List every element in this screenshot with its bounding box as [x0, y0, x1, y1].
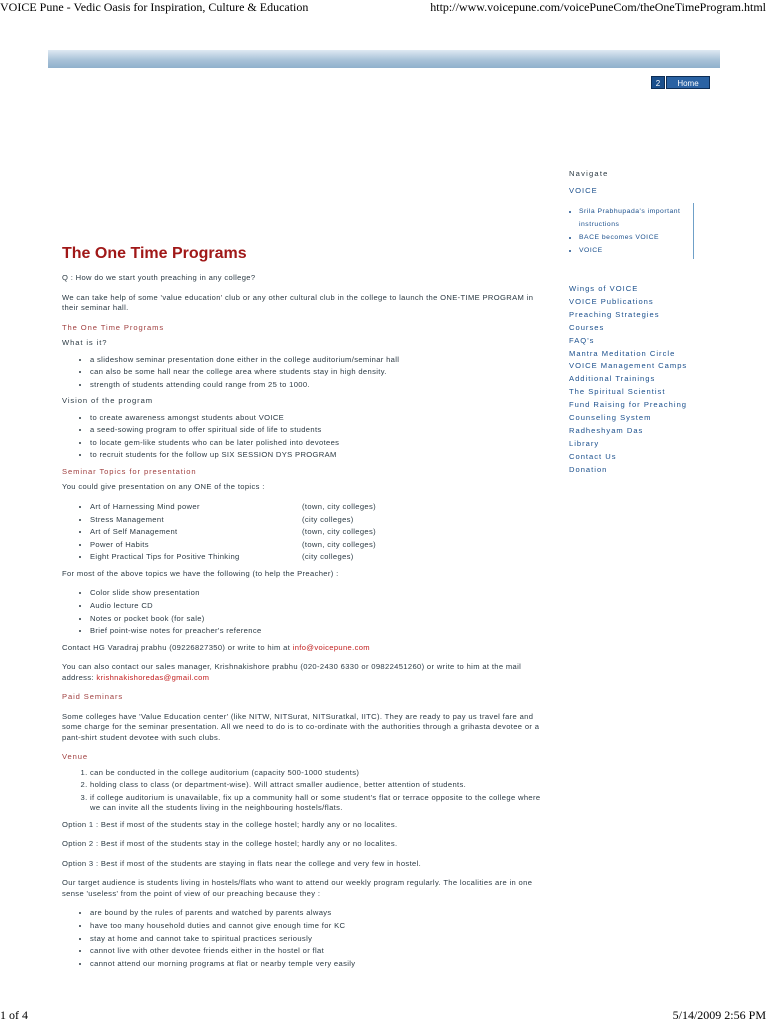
- subheading-vision: Vision of the program: [62, 396, 153, 406]
- sidebar-item-additional-trainings[interactable]: Additional Trainings: [569, 374, 656, 384]
- topic-tag: (city colleges): [302, 514, 354, 524]
- topic-item: [90, 515, 552, 526]
- email-link-krishnakishore[interactable]: krishnakishoredas@gmail.com: [96, 672, 210, 682]
- page-number-button[interactable]: 2: [651, 76, 665, 89]
- topic-item: [90, 552, 552, 563]
- option-text: Option 2 : Best if most of the students stay in the college hostel; hardly any or no localites.: [62, 839, 398, 849]
- list-item: • a slideshow seminar presentation done either in the college auditorium/seminar hall: [90, 355, 552, 366]
- list-item: • a seed-sowing program to offer spiritual side of life to students: [90, 425, 552, 436]
- main-content: [62, 244, 552, 975]
- sidebar-submenu: [569, 203, 694, 259]
- list-item: • Notes or pocket book (for sale): [90, 614, 552, 625]
- submenu-item-prabhupada-instructions[interactable]: • Srila Prabhupada's important instructions: [579, 205, 681, 231]
- page-title: The One Time Programs: [62, 245, 247, 262]
- print-footer: [0, 1006, 768, 1024]
- target-list: [62, 908, 552, 969]
- sidebar-item-wings-of-voice[interactable]: Wings of VOICE: [569, 284, 639, 293]
- venue-options: [62, 820, 552, 870]
- topic-name: Art of Harnessing Mind power: [90, 501, 200, 511]
- option-text: Option 1 : Best if most of the students stay in the college hostel; hardly any or no localites.: [62, 819, 398, 829]
- contact-krishnakishore: [62, 662, 552, 683]
- help-list: [62, 588, 552, 636]
- sidebar-item-management-camps[interactable]: VOICE Management Camps: [569, 361, 688, 371]
- section-heading-seminar-topics: Seminar Topics for presentation: [62, 466, 197, 476]
- list-item: • can also be some hall near the college area where students stay in high density.: [90, 367, 552, 378]
- sidebar-item-radheshyam-das[interactable]: Radheshyam Das: [569, 425, 644, 435]
- list-item: • Audio lecture CD: [90, 601, 552, 612]
- topic-name: Eight Practical Tips for Positive Thinking: [90, 552, 240, 562]
- what-list: [62, 355, 552, 391]
- sidebar-title: Navigate: [569, 169, 609, 178]
- contact-text: Contact HG Varadraj prabhu (09226827350) or write to him at: [62, 642, 293, 652]
- top-navigation: [651, 76, 710, 89]
- submenu-item-bace-becomes-voice[interactable]: • BACE becomes VOICE: [579, 231, 681, 244]
- contact-text: You can also contact our sales manager, Krishnakishore prabhu (020-2430 6330 or 09822451260) or write to him at the mail address:: [62, 662, 522, 682]
- vision-list: [62, 413, 552, 461]
- option-text: Option 3 : Best if most of the students are staying in flats near the college and very few in hostel.: [62, 858, 422, 868]
- list-item: 3. if college auditorium is unavailable, fix up a community hall or some student's flat or terrace opposite to the college where we can invite all the students living in the neighbouring hostels/flats.: [90, 793, 552, 814]
- sidebar-links: [569, 283, 709, 477]
- topic-item: [90, 502, 552, 513]
- topic-tag: (town, city colleges): [302, 527, 377, 537]
- sidebar-item-contact-us[interactable]: Contact Us: [569, 451, 617, 461]
- list-item: • cannot attend our morning programs at flat or nearby temple very easily: [90, 959, 552, 970]
- sidebar-item-mantra-meditation[interactable]: Mantra Meditation Circle: [569, 348, 676, 358]
- list-item: • stay at home and cannot take to spiritual practices seriously: [90, 934, 552, 945]
- print-url: http://www.voicepune.com/voicePuneCom/theOneTimeProgram.html: [430, 0, 766, 14]
- topic-name: Stress Management: [90, 514, 164, 524]
- target-audience-text: Our target audience is students living in hostels/flats who want to attend our weekly program regularly. The localities are in one sense 'useless' from the point of view of our preaching because they :: [62, 878, 533, 898]
- submenu-item-voice[interactable]: • VOICE: [579, 244, 681, 257]
- help-intro: For most of the above topics we have the following (to help the Preacher) :: [62, 568, 339, 578]
- sidebar-item-fund-raising[interactable]: Fund Raising for Preaching: [569, 400, 688, 410]
- sidebar-item-courses[interactable]: Courses: [569, 322, 605, 332]
- topic-item: [90, 527, 552, 538]
- topic-tag: (town, city colleges): [302, 539, 377, 549]
- sidebar-item-donation[interactable]: Donation: [569, 464, 608, 474]
- list-item: • are bound by the rules of parents and watched by parents always: [90, 908, 552, 919]
- list-item: • cannot live with other devotee friends either in the hostel or flat: [90, 946, 552, 957]
- home-button[interactable]: Home: [666, 76, 710, 89]
- intro-paragraph: We can take help of some 'value education' club or any other cultural club in the college to launch the ONE-TIME PROGRAM in their seminar hall.: [62, 292, 534, 312]
- sidebar-item-counseling-system[interactable]: Counseling System: [569, 413, 652, 423]
- list-item: • Color slide show presentation: [90, 588, 552, 599]
- print-header: [0, 0, 768, 16]
- sidebar-item-preaching-strategies[interactable]: Preaching Strategies: [569, 309, 660, 319]
- print-page-title: VOICE Pune - Vedic Oasis for Inspiration, Culture & Education: [0, 0, 309, 14]
- list-item: 1. can be conducted in the college auditorium (capacity 500-1000 students): [90, 768, 552, 779]
- subheading-what-is-it: What is it?: [62, 338, 108, 347]
- section-heading-one-time-programs: The One Time Programs: [62, 322, 165, 332]
- topic-tag: (city colleges): [302, 552, 354, 562]
- paid-seminars-text: Some colleges have 'Value Education center' (like NITW, NITSurat, NITSuratkal, IITC). They are ready to pay us travel fare and some charge for the seminar presentation. All we need to do is to co-ordinate with the authorities through a grihasta devotee or a pant-shirt student devotee with such clubs.: [62, 711, 540, 742]
- list-item: • to locate gem-like students who can be later polished into devotees: [90, 438, 552, 449]
- section-heading-venue: Venue: [62, 752, 89, 762]
- list-item: • have too many household duties and cannot give enough time for KC: [90, 921, 552, 932]
- contact-varadraj: [62, 643, 552, 654]
- print-page-count: 1 of 4: [0, 1008, 28, 1022]
- question-text: Q : How do we start youth preaching in any college?: [62, 273, 256, 282]
- venue-list: [62, 768, 552, 814]
- topic-name: Power of Habits: [90, 539, 149, 549]
- sidebar-item-voice[interactable]: VOICE: [569, 186, 598, 195]
- topic-tag: (town, city colleges): [302, 501, 377, 511]
- list-item: 2. holding class to class (or department-wise). Will attract smaller audience, better attention of students.: [90, 780, 552, 791]
- sidebar-item-spiritual-scientist[interactable]: The Spiritual Scientist: [569, 387, 666, 397]
- list-item: • Brief point-wise notes for preacher's reference: [90, 626, 552, 637]
- print-datetime: 5/14/2009 2:56 PM: [672, 1008, 766, 1022]
- sidebar-item-voice-publications[interactable]: VOICE Publications: [569, 296, 654, 306]
- topics-list: [62, 502, 552, 563]
- header-banner: [48, 50, 720, 68]
- sidebar: [569, 169, 709, 477]
- topic-name: Art of Self Management: [90, 527, 178, 537]
- section-heading-paid-seminars: Paid Seminars: [62, 692, 124, 702]
- topics-intro: You could give presentation on any ONE of the topics :: [62, 482, 265, 492]
- topic-item: [90, 540, 552, 551]
- list-item: • to create awareness amongst students about VOICE: [90, 413, 552, 424]
- sidebar-item-library[interactable]: Library: [569, 438, 600, 448]
- email-link-info[interactable]: info@voicepune.com: [292, 642, 370, 652]
- sidebar-item-faqs[interactable]: FAQ's: [569, 335, 595, 345]
- list-item: • strength of students attending could range from 25 to 1000.: [90, 380, 552, 391]
- list-item: • to recruit students for the follow up SIX SESSION DYS PROGRAM: [90, 450, 552, 461]
